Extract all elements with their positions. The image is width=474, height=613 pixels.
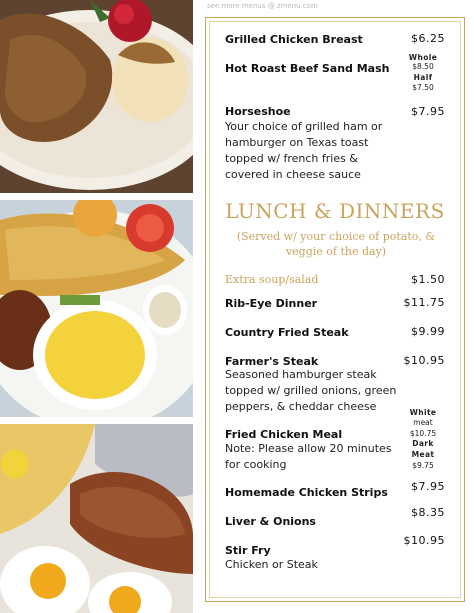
menu-item-name: Horseshoe [225,105,291,118]
menu-item-name: Country Fried Steak [225,326,349,339]
menu-item-price: $11.75 [403,296,445,309]
price-size-label: White [409,408,437,417]
fried-catfish-corn-photo [0,200,193,417]
menu-item-description: Chicken or Steak [225,558,318,571]
menu-item-name: Homemade Chicken Strips [225,486,388,499]
menu-item-price: $7.95 [411,105,445,118]
menu-item-description: Seasoned hamburger steak topped w/ grilled onions, green peppers, & cheddar cheese [225,368,397,413]
menu-item-name: Fried Chicken Meal [225,428,343,441]
menu-item-price: $8.35 [411,506,445,519]
extra-soup-salad-label: Extra soup/salad [225,273,319,286]
menu-item-price: $10.95 [403,534,445,547]
menu-item-name: Stir Fry [225,544,271,557]
menu-item-price: $7.95 [411,480,445,493]
food-photos-column [0,0,193,613]
menu-item-name: Farmer's Steak [225,355,319,368]
menu-item-price: $10.95 [403,354,445,367]
price-size-value: $7.50 [412,83,434,92]
menu-item-name: Rib-Eye Dinner [225,297,318,310]
price-size-label: Meat [411,450,435,459]
chicken-fried-steak-eggs-photo [0,424,193,613]
section-subtitle: (Served w/ your choice of potato, & veggie of the day) [236,230,436,258]
price-size-label: meat [413,418,433,427]
watermark-text: see more menus @ zmenu.com [207,2,318,10]
price-size-value: $8.50 [412,62,434,71]
menu-item-price: $9.99 [411,325,445,338]
menu-item-description: Note: Please allow 20 minutes for cooking [225,442,392,471]
price-size-label: Half [413,73,433,82]
price-size-value: $9.75 [412,461,434,470]
extra-soup-salad-price: $1.50 [411,273,445,286]
price-size-label: Dark [412,439,434,448]
roast-beef-mashed-potatoes-photo [0,0,193,193]
menu-item-name: Liver & Onions [225,515,316,528]
menu-item-price: $6.25 [411,32,445,45]
section-title: LUNCH & DINNERS [225,199,445,223]
price-size-value: $10.75 [409,429,437,438]
price-size-label: Whole [408,53,438,62]
menu-item-name: Grilled Chicken Breast [225,33,363,46]
menu-item-description: Your choice of grilled ham or hamburger on Texas toast topped w/ french fries & covered in cheese sauce [225,120,383,181]
menu-item-name: Hot Roast Beef Sand Mash [225,62,390,75]
